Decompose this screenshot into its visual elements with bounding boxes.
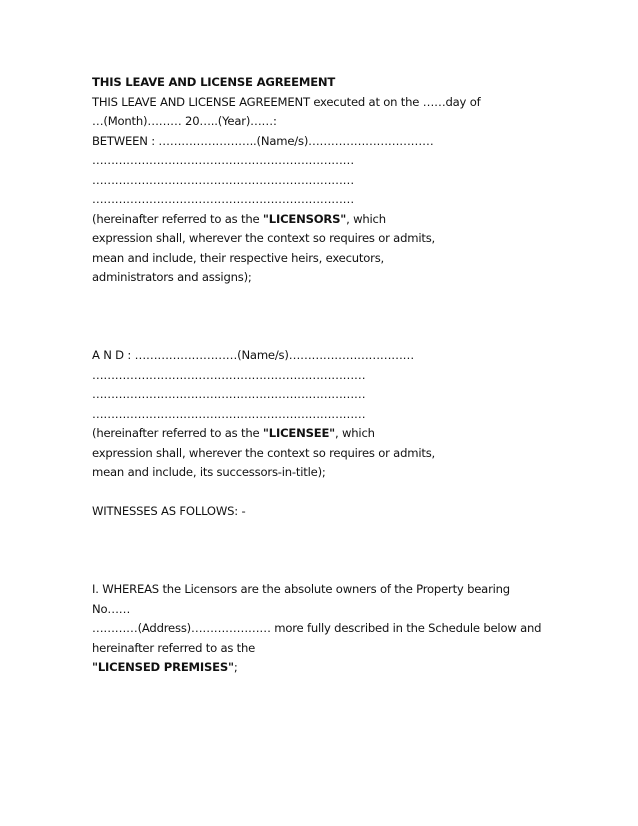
licensor-blank-1: ……………………………………………………………: [92, 153, 355, 167]
licensors-after: , which: [346, 211, 386, 226]
licensee-definition-line: [92, 424, 592, 444]
and-line: A N D : ………………………(Name/s)……………………………: [92, 348, 415, 362]
licensee-blank-3: ………………………………………………………………: [92, 406, 366, 421]
licensors-assigns-line: administrators and assigns);: [92, 270, 252, 284]
licensee-blank-1: ………………………………………………………………: [92, 367, 366, 382]
licensee-include-line: mean and include, its successors-in-title);: [92, 465, 326, 479]
licensors-definition-line: [92, 210, 592, 230]
date-line: …(Month)……… 20…..(Year)……:: [92, 114, 277, 128]
licensee-blank-2: ………………………………………………………………: [92, 387, 366, 401]
spacer: [92, 522, 592, 561]
property-number-line: No……: [92, 601, 131, 616]
licensors-include-line: mean and include, their respective heirs, executors,: [92, 250, 385, 265]
licensed-premises-after: ;: [233, 660, 238, 674]
licensed-premises-line: [92, 658, 592, 678]
licensor-blank-2: ……………………………………………………………: [92, 172, 355, 187]
address-line: …………(Address)………………… more fully described in the Schedule below and: [92, 621, 542, 635]
licensors-before: (hereinafter referred to as the: [92, 211, 263, 226]
document-title: THIS LEAVE AND LICENSE AGREEMENT: [92, 75, 336, 89]
intro-line: THIS LEAVE AND LICENSE AGREEMENT executed at on the ……day of: [92, 94, 481, 109]
licensee-term: "LICENSEE": [262, 426, 336, 440]
licensee-after: , which: [335, 426, 375, 440]
licensor-blank-3: ……………………………………………………………: [92, 192, 355, 206]
licensed-premises-term: "LICENSED PREMISES": [92, 660, 234, 674]
hereinafter-line: hereinafter referred to as the: [92, 640, 256, 655]
licensee-expression-line: expression shall, wherever the context so requires or admits,: [92, 445, 436, 460]
whereas-line: I. WHEREAS the Licensors are the absolute owners of the Property bearing: [92, 582, 510, 596]
licensee-before: (hereinafter referred to as the: [92, 426, 263, 440]
licensors-term: "LICENSORS": [262, 211, 347, 226]
licensors-expression-line: expression shall, wherever the context so requires or admits,: [92, 231, 436, 245]
spacer: [92, 561, 592, 581]
witnesses-heading: WITNESSES AS FOLLOWS: -: [92, 504, 246, 518]
spacer: [92, 327, 592, 347]
between-line: BETWEEN : ……………………..(Name/s)……………………………: [92, 133, 434, 148]
spacer: [92, 288, 592, 327]
spacer: [92, 483, 592, 503]
agreement-text: [92, 73, 592, 678]
